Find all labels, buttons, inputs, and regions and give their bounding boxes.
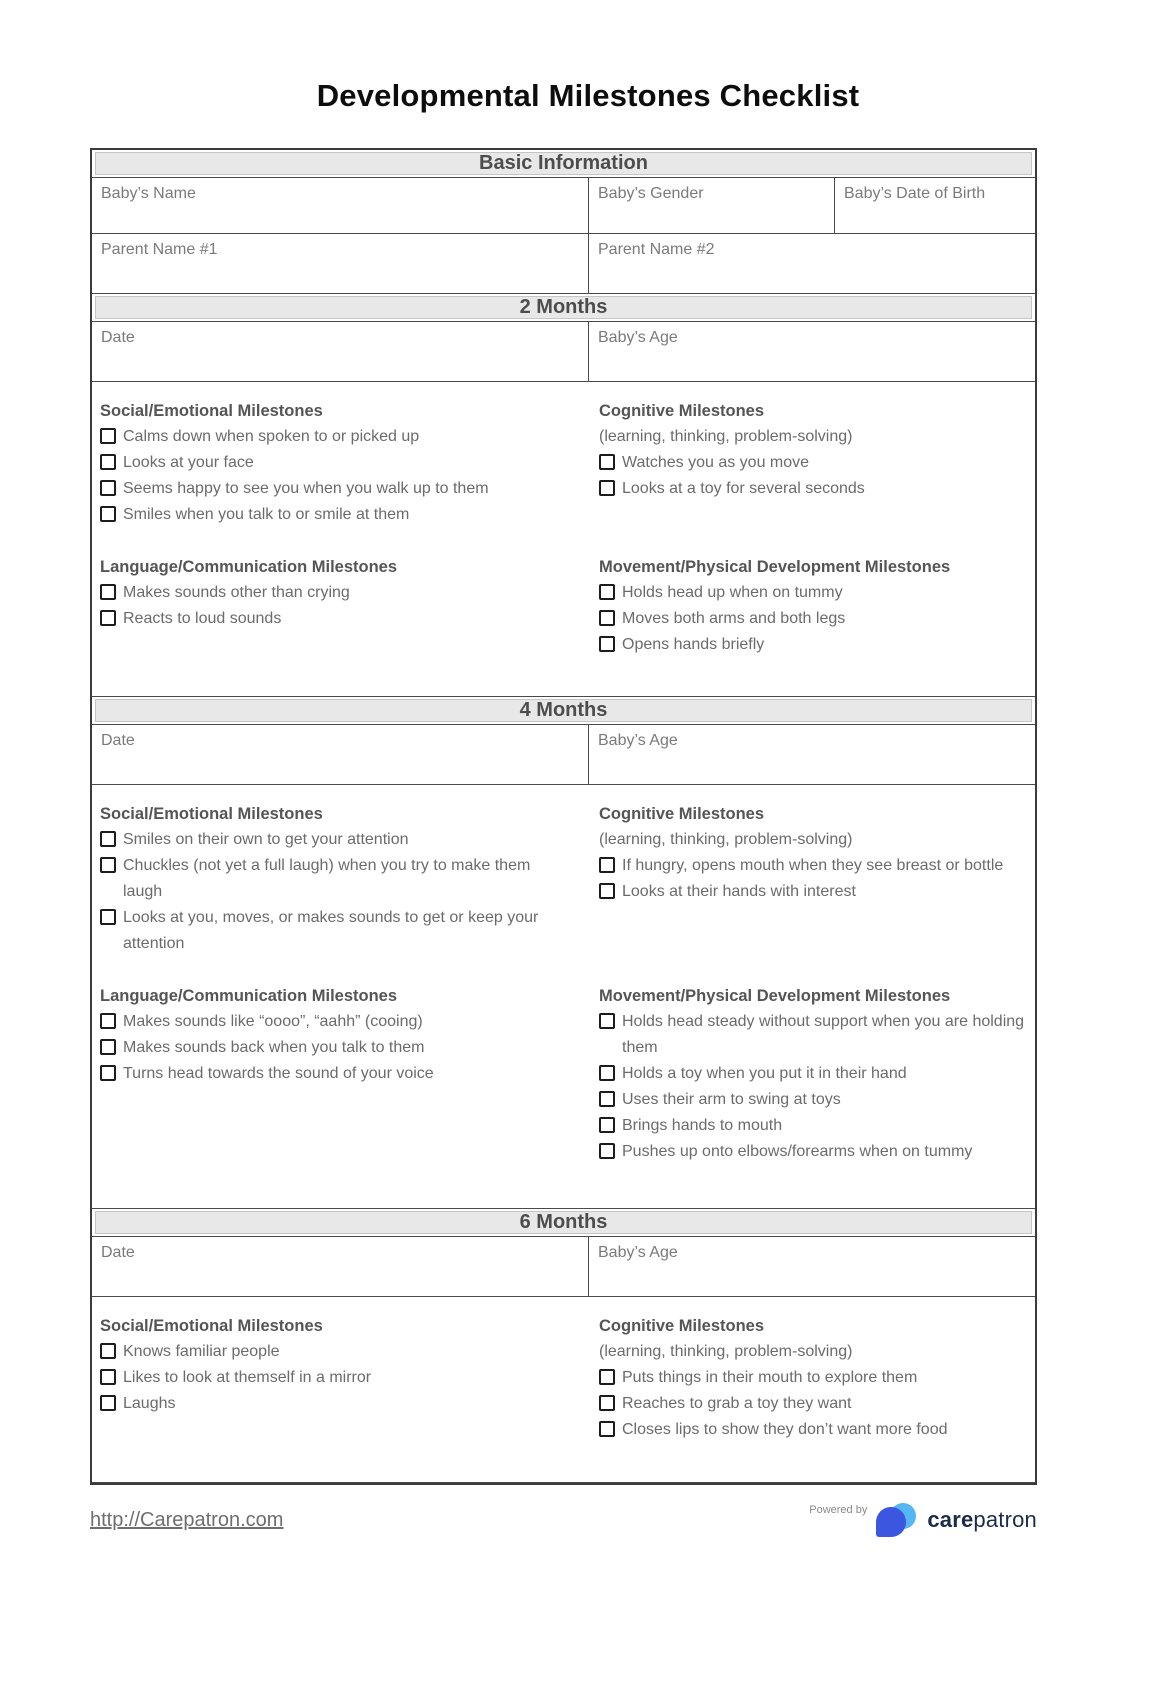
milestone-checkbox[interactable]	[100, 428, 116, 444]
baby-name-cell[interactable]	[92, 178, 589, 233]
baby-name-label: Baby’s Name	[101, 185, 196, 202]
milestone-item-label: Holds head up when on tummy	[622, 584, 843, 601]
baby-info-row	[92, 178, 1035, 234]
milestone-item-label: If hungry, opens mouth when they see breast or bottle	[622, 857, 1004, 874]
milestone-item	[599, 1417, 1025, 1443]
basic-info-header-row	[92, 150, 1035, 178]
milestone-group	[589, 398, 1025, 528]
milestone-item-label: Looks at their hands with interest	[622, 883, 856, 900]
carepatron-link[interactable]: http://Carepatron.com	[90, 1508, 284, 1531]
milestone-item-label: Looks at a toy for several seconds	[622, 480, 865, 497]
milestone-checkbox[interactable]	[599, 584, 615, 600]
milestone-checkbox[interactable]	[100, 1369, 116, 1385]
parent-info-row	[92, 234, 1035, 294]
milestone-group-heading: Language/Communication Milestones	[100, 558, 398, 576]
milestone-group-row	[100, 1313, 1025, 1443]
date-input-cell[interactable]	[92, 322, 589, 381]
milestone-item-label: Reaches to grab a toy they want	[622, 1395, 852, 1412]
milestone-item-label: Knows familiar people	[123, 1343, 280, 1360]
milestone-checkbox[interactable]	[599, 1143, 615, 1159]
milestone-group	[589, 983, 1025, 1165]
milestone-checkbox[interactable]	[599, 480, 615, 496]
milestone-item-label: Looks at you, moves, or makes sounds to get or keep your attention	[123, 909, 539, 952]
milestone-group-heading: Social/Emotional Milestones	[100, 402, 323, 420]
milestone-item	[100, 424, 545, 450]
baby-age-label: Baby’s Age	[598, 732, 678, 749]
milestone-item-label: Laughs	[123, 1395, 176, 1412]
milestone-item-label: Holds a toy when you put it in their hand	[622, 1065, 907, 1082]
basic-info-header-label: Basic Information	[479, 152, 648, 174]
milestone-checkbox[interactable]	[100, 584, 116, 600]
milestone-item	[100, 580, 545, 606]
milestone-group-subtitle: (learning, thinking, problem-solving)	[599, 831, 853, 848]
milestone-item-label: Calms down when spoken to or picked up	[123, 428, 420, 445]
milestone-group-heading: Social/Emotional Milestones	[100, 805, 323, 823]
milestone-item	[100, 1061, 545, 1087]
milestones-area	[92, 785, 1035, 1209]
milestone-item	[100, 476, 545, 502]
baby-age-label: Baby’s Age	[598, 329, 678, 346]
milestone-group	[100, 983, 589, 1165]
milestone-item-label: Moves both arms and both legs	[622, 610, 846, 627]
milestone-checkbox[interactable]	[100, 1013, 116, 1029]
parent1-label: Parent Name #1	[101, 241, 218, 258]
milestone-group-row	[100, 983, 1025, 1165]
milestone-checkbox[interactable]	[599, 1117, 615, 1133]
date-age-row	[92, 1237, 1035, 1297]
milestone-item	[100, 1009, 545, 1035]
milestone-item-label: Watches you as you move	[622, 454, 810, 471]
milestone-group	[100, 554, 589, 658]
month-section-header-bar	[95, 1211, 1032, 1234]
milestone-checkbox[interactable]	[599, 1369, 615, 1385]
milestone-checkbox[interactable]	[599, 1421, 615, 1437]
date-label: Date	[101, 1244, 135, 1261]
milestone-item-label: Holds head steady without support when you are holding them	[622, 1013, 1025, 1056]
milestone-item	[599, 632, 1025, 658]
milestone-checkbox[interactable]	[100, 909, 116, 925]
month-section-header-label: 6 Months	[519, 1211, 608, 1233]
milestone-item	[599, 1087, 1025, 1113]
parent1-cell[interactable]	[92, 234, 589, 293]
powered-by-block	[809, 1503, 1037, 1537]
logo-circle-dark	[876, 1507, 906, 1537]
milestone-item-label: Likes to look at themself in a mirror	[123, 1369, 372, 1386]
date-input-cell[interactable]	[92, 725, 589, 784]
milestone-group	[100, 398, 589, 528]
milestone-checkbox[interactable]	[599, 1013, 615, 1029]
carepatron-logo-icon	[876, 1503, 918, 1537]
milestone-item-label: Opens hands briefly	[622, 636, 765, 653]
milestone-group-row	[100, 398, 1025, 528]
milestone-group-subtitle: (learning, thinking, problem-solving)	[599, 1343, 853, 1360]
basic-info-header-bar	[95, 152, 1032, 175]
milestone-item	[100, 502, 545, 528]
month-section-header-label: 4 Months	[519, 699, 608, 721]
month-section-header-row	[92, 697, 1035, 725]
milestone-checkbox[interactable]	[100, 1039, 116, 1055]
milestone-item-label: Makes sounds like “oooo”, “aahh” (cooing)	[123, 1013, 423, 1030]
milestone-item-label: Uses their arm to swing at toys	[622, 1091, 841, 1108]
milestones-area	[92, 1297, 1035, 1483]
baby-gender-label: Baby’s Gender	[598, 185, 704, 202]
milestone-item	[599, 580, 1025, 606]
milestone-checkbox[interactable]	[100, 831, 116, 847]
milestone-item	[599, 879, 1025, 905]
milestone-item	[599, 1113, 1025, 1139]
baby-dob-label: Baby’s Date of Birth	[844, 185, 986, 202]
milestone-item-label: Looks at your face	[123, 454, 254, 471]
parent2-cell[interactable]	[589, 234, 1035, 293]
milestone-item	[599, 606, 1025, 632]
milestone-checkbox[interactable]	[100, 857, 116, 873]
milestone-checkbox[interactable]	[599, 454, 615, 470]
milestone-group-heading: Cognitive Milestones	[599, 805, 765, 823]
milestone-checkbox[interactable]	[599, 1091, 615, 1107]
milestone-item	[100, 1365, 545, 1391]
baby-age-input-cell[interactable]	[589, 1237, 1035, 1296]
date-input-cell[interactable]	[92, 1237, 589, 1296]
milestone-item	[100, 1391, 545, 1417]
milestone-group	[589, 1313, 1025, 1443]
milestone-item-label: Makes sounds other than crying	[123, 584, 350, 601]
powered-by-label: Powered by	[809, 1504, 868, 1516]
milestone-item-label: Seems happy to see you when you walk up to them	[123, 480, 489, 497]
milestone-item	[599, 450, 1025, 476]
milestone-group	[589, 801, 1025, 957]
milestone-group	[589, 554, 1025, 658]
milestone-item	[599, 1391, 1025, 1417]
parent2-label: Parent Name #2	[598, 241, 715, 258]
milestones-area	[92, 382, 1035, 697]
month-section-header-label: 2 Months	[519, 296, 608, 318]
milestone-checkbox[interactable]	[100, 506, 116, 522]
milestone-item-label: Turns head towards the sound of your voice	[123, 1065, 434, 1082]
milestone-checkbox[interactable]	[599, 883, 615, 899]
month-section-header-bar	[95, 699, 1032, 722]
milestone-item	[100, 853, 545, 905]
milestone-group-heading: Social/Emotional Milestones	[100, 1317, 323, 1335]
milestone-checkbox[interactable]	[100, 454, 116, 470]
milestone-group-row	[100, 554, 1025, 658]
milestone-item-label: Chuckles (not yet a full laugh) when you try to make them laugh	[123, 857, 531, 900]
milestone-group-heading: Cognitive Milestones	[599, 402, 765, 420]
milestone-group-heading: Cognitive Milestones	[599, 1317, 765, 1335]
milestone-item-label: Smiles on their own to get your attention	[123, 831, 409, 848]
month-section-header-bar	[95, 296, 1032, 319]
date-age-row	[92, 725, 1035, 785]
milestone-item	[599, 476, 1025, 502]
month-section-header-row	[92, 1209, 1035, 1237]
milestone-item	[100, 606, 545, 632]
milestone-group	[100, 801, 589, 957]
milestone-item	[100, 450, 545, 476]
baby-dob-cell[interactable]	[835, 178, 1035, 233]
milestone-group-subtitle: (learning, thinking, problem-solving)	[599, 428, 853, 445]
milestone-checkbox[interactable]	[100, 1395, 116, 1411]
footer	[90, 1503, 1037, 1537]
milestone-item-label: Brings hands to mouth	[622, 1117, 783, 1134]
milestone-checkbox[interactable]	[599, 1395, 615, 1411]
milestone-checkbox[interactable]	[599, 857, 615, 873]
milestone-item-label: Puts things in their mouth to explore them	[622, 1369, 918, 1386]
milestone-item	[100, 827, 545, 853]
milestone-group	[100, 1313, 589, 1443]
sections-container	[92, 294, 1035, 1483]
milestone-item	[100, 1035, 545, 1061]
milestone-group-heading: Movement/Physical Development Milestones	[599, 987, 951, 1005]
milestone-checkbox[interactable]	[599, 610, 615, 626]
milestone-item	[599, 1139, 1025, 1165]
milestone-checkbox[interactable]	[599, 1065, 615, 1081]
milestone-item-label: Makes sounds back when you talk to them	[123, 1039, 425, 1056]
milestone-item	[599, 853, 1025, 879]
date-label: Date	[101, 329, 135, 346]
milestone-item-label: Pushes up onto elbows/forearms when on tummy	[622, 1143, 973, 1160]
carepatron-brand-text: carepatron	[927, 1507, 1037, 1532]
baby-gender-cell[interactable]	[589, 178, 835, 233]
milestone-group-row	[100, 801, 1025, 957]
baby-age-label: Baby’s Age	[598, 1244, 678, 1261]
milestone-item	[599, 1061, 1025, 1087]
milestone-group-heading: Language/Communication Milestones	[100, 987, 398, 1005]
date-label: Date	[101, 732, 135, 749]
milestone-group-heading: Movement/Physical Development Milestones	[599, 558, 951, 576]
milestone-item-label: Smiles when you talk to or smile at them	[123, 506, 410, 523]
milestone-checkbox[interactable]	[100, 480, 116, 496]
milestone-checkbox[interactable]	[100, 1065, 116, 1081]
date-age-row	[92, 322, 1035, 382]
milestone-item-label: Closes lips to show they don’t want more food	[622, 1421, 948, 1438]
milestone-checkbox[interactable]	[599, 636, 615, 652]
milestone-item	[100, 905, 545, 957]
milestone-item	[100, 1339, 545, 1365]
milestone-checkbox[interactable]	[100, 610, 116, 626]
milestones-table	[90, 148, 1037, 1485]
baby-age-input-cell[interactable]	[589, 725, 1035, 784]
milestone-item-label: Reacts to loud sounds	[123, 610, 282, 627]
page-title: Developmental Milestones Checklist	[316, 78, 860, 113]
milestone-item	[599, 1365, 1025, 1391]
month-section-header-row	[92, 294, 1035, 322]
milestone-checkbox[interactable]	[100, 1343, 116, 1359]
baby-age-input-cell[interactable]	[589, 322, 1035, 381]
milestone-item	[599, 1009, 1025, 1061]
